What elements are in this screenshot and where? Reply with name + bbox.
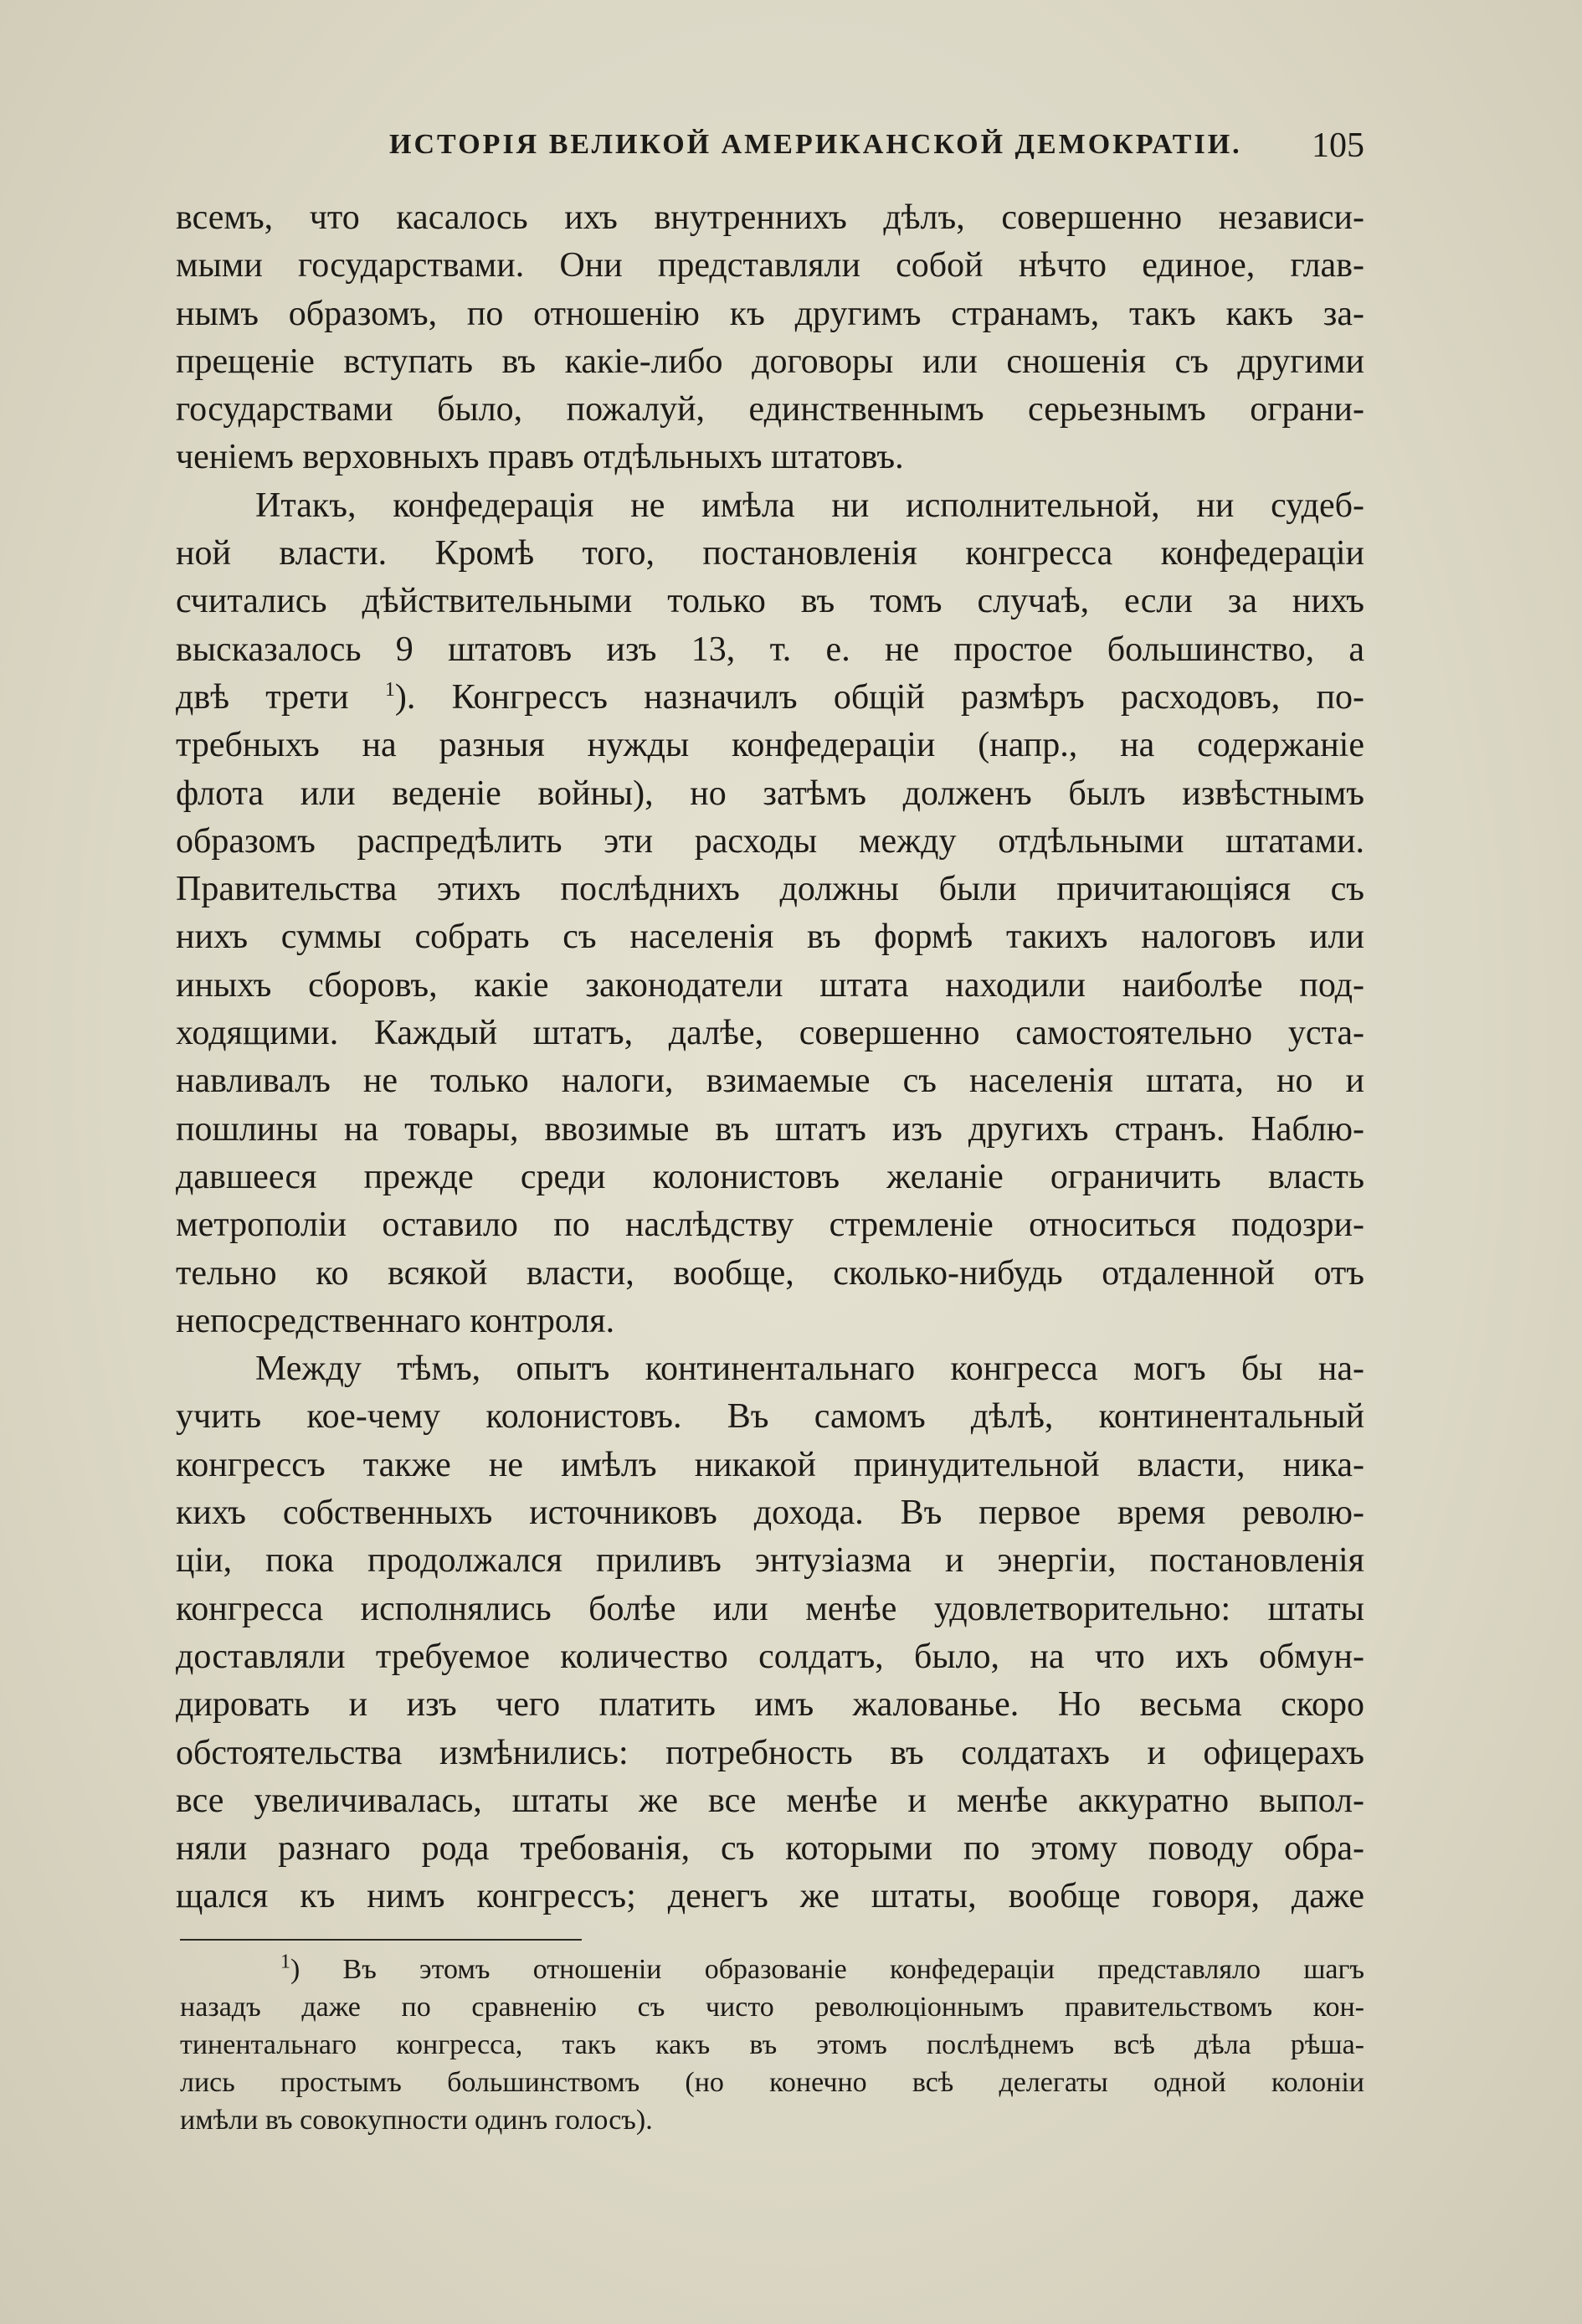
paragraph-3 [176, 1345, 1364, 1921]
running-title: ИСТОРІЯ ВЕЛИКОЙ АМЕРИКАНСКОЙ ДЕМОКРАТІИ. [389, 129, 1242, 160]
footnote-line [180, 1951, 1364, 1988]
footnote-line: тинентальнаго конгресса, такъ какъ въ этомъ послѣднемъ всѣ дѣла рѣша- [180, 2029, 1364, 2060]
page-number: 105 [1312, 126, 1364, 165]
text-line: метрополіи оставило по наслѣдству стремленіе относиться подозри- [176, 1206, 1364, 1245]
text-line: дировать и изъ чего платить имъ жалованье. Но весьма скоро [176, 1685, 1364, 1725]
paragraph-2 [176, 482, 1364, 1345]
text-line: нихъ суммы собрать съ населенія въ формѣ такихъ налоговъ или [176, 918, 1364, 957]
text-fragment: двѣ трети [176, 677, 349, 717]
footnote-reference[interactable]: 1 [384, 678, 395, 701]
footnote-line: лись простымъ большинствомъ (но конечно всѣ делегаты одной колоніи [180, 2067, 1364, 2098]
text-line: доставляли требуемое количество солдатъ, было, на что ихъ обмун- [176, 1637, 1364, 1676]
text-fragment: ) Въ этомъ отношеніи образованіе конфедераціи представляло шагъ [290, 1954, 1364, 1985]
paragraph-1 [176, 194, 1364, 482]
body-text [176, 194, 1364, 1921]
page-header [176, 126, 1364, 167]
text-line: няли разнаго рода требованія, съ которыми по этому поводу обра- [176, 1829, 1364, 1869]
text-line: ходящими. Каждый штатъ, далѣе, совершенно самостоятельно уста- [176, 1014, 1364, 1053]
text-line: конгрессъ также не имѣлъ никакой принудительной власти, ника- [176, 1445, 1364, 1484]
text-line: пошлины на товары, ввозимые въ штатъ изъ другихъ странъ. Наблю- [176, 1109, 1364, 1149]
text-line: считались дѣйствительными только въ томъ случаѣ, если за нихъ [176, 582, 1364, 621]
text-fragment: ). Конгрессъ назначилъ общій размѣръ расходовъ, по- [394, 677, 1364, 717]
text-line: требныхъ на разныя нужды конфедераціи (напр., на содержаніе [176, 726, 1364, 765]
text-line: нымъ образомъ, по отношенію къ другимъ странамъ, такъ какъ за- [176, 294, 1364, 333]
text-line: давшееся прежде среди колонистовъ желаніе ограничить власть [176, 1157, 1364, 1196]
footnote-line: имѣли въ совокупности одинъ голосъ). [180, 2105, 653, 2136]
footnote [180, 1951, 1364, 2139]
text-line: навливалъ не только налоги, взимаемые съ населенія штата, но и [176, 1062, 1364, 1101]
footnote-line: назадъ даже по сравненію съ чисто революціоннымъ правительствомъ кон- [180, 1992, 1364, 2023]
text-line: Итакъ, конфедерація не имѣла ни исполнительной, ни судеб- [255, 486, 1364, 525]
text-line: всемъ, что касалось ихъ внутреннихъ дѣлъ, совершенно независи- [176, 198, 1364, 237]
text-line: непосредственнаго контроля. [176, 1301, 615, 1340]
text-line: конгресса исполнялись болѣе или менѣе удовлетворительно: штаты [176, 1589, 1364, 1628]
text-line: мыми государствами. Они представляли собой нѣчто единое, глав- [176, 246, 1364, 285]
text-line: ченіемъ верховныхъ правъ отдѣльныхъ штатовъ. [176, 438, 904, 477]
text-line: высказалось 9 штатовъ изъ 13, т. е. не простое большинство, а [176, 630, 1364, 669]
text-line: все увеличивалась, штаты же все менѣе и менѣе аккуратно выпол- [176, 1781, 1364, 1820]
text-line: обстоятельства измѣнились: потребность въ солдатахъ и офицерахъ [176, 1733, 1364, 1772]
text-line: щался къ нимъ конгрессъ; денегъ же штаты, вообще говоря, даже [176, 1877, 1364, 1916]
text-line: Правительства этихъ послѣднихъ должны были причитающіяся съ [176, 870, 1364, 909]
text-line: кихъ собственныхъ источниковъ дохода. Въ первое время револю- [176, 1494, 1364, 1533]
text-line-with-footnote-ref [176, 674, 1364, 722]
text-line: тельно ко всякой власти, вообще, сколько-нибудь отдаленной отъ [176, 1253, 1364, 1293]
text-line: флота или веденіе войны), но затѣмъ долженъ былъ извѣстнымъ [176, 774, 1364, 813]
text-line: государствами было, пожалуй, единственнымъ серьезнымъ ограни- [176, 390, 1364, 429]
footnote-marker: 1 [280, 1951, 290, 1973]
text-line: иныхъ сборовъ, какіе законодатели штата находили наиболѣе под- [176, 965, 1364, 1005]
text-line: ной власти. Кромѣ того, постановленія конгресса конфедераціи [176, 534, 1364, 573]
text-line: учить кое-чему колонистовъ. Въ самомъ дѣлѣ, континентальный [176, 1397, 1364, 1437]
footnote-divider [180, 1939, 582, 1941]
text-line: Между тѣмъ, опытъ континентальнаго конгресса могъ бы на- [255, 1350, 1364, 1389]
text-line: прещеніе вступать въ какіе-либо договоры или сношенія съ другими [176, 342, 1364, 381]
text-line: ціи, пока продолжался приливъ энтузіазма и энергіи, постановленія [176, 1541, 1364, 1581]
text-line: образомъ распредѣлить эти расходы между отдѣльными штатами. [176, 821, 1364, 861]
